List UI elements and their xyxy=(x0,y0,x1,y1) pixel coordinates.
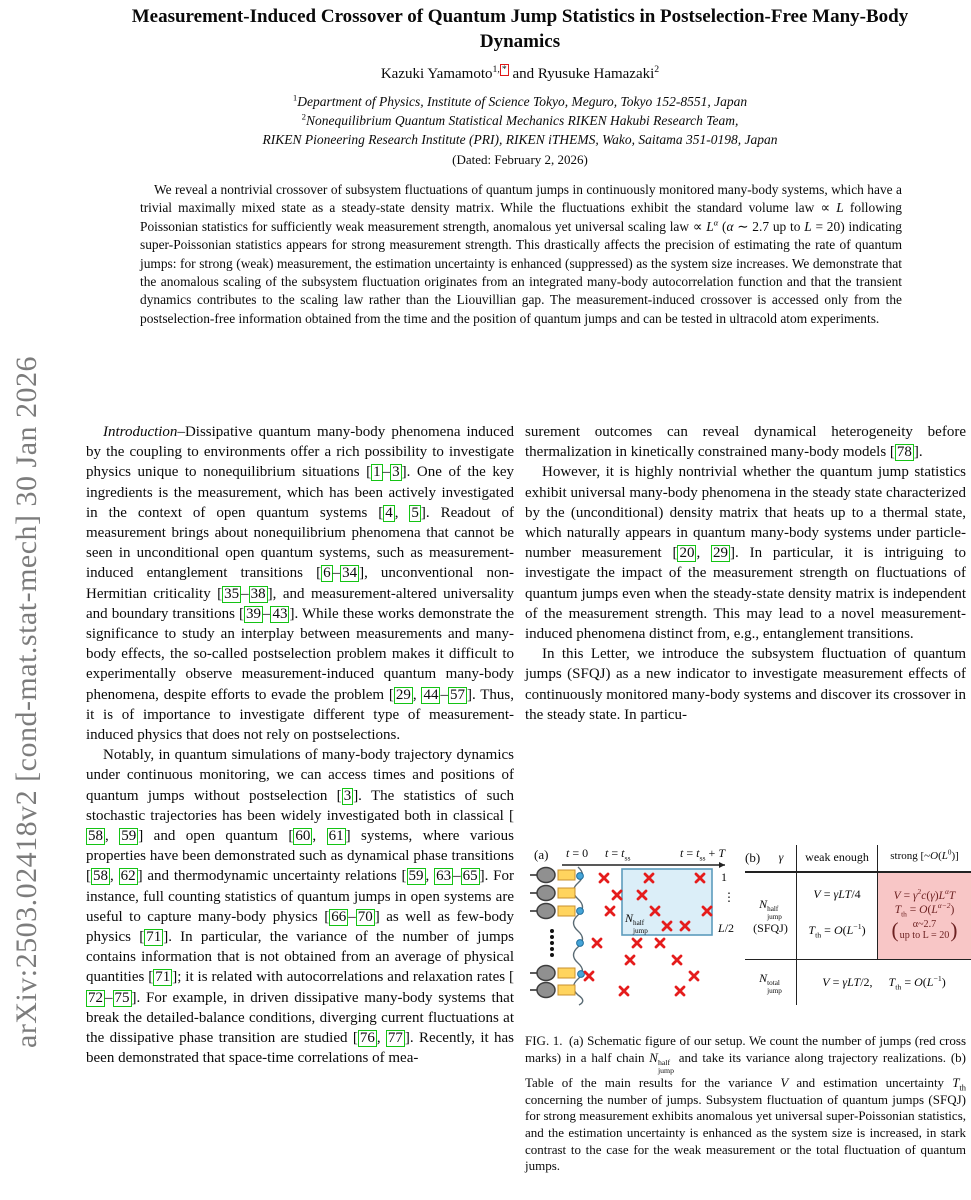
affiliation-line-3: RIKEN Pioneering Research Institute (PRI), RIKEN iTHEMS, Wako, Saitama 351-0198, Japan xyxy=(262,132,778,147)
right-column xyxy=(525,422,966,725)
citation-link[interactable]: 58 xyxy=(88,828,103,845)
page-title-line2: Dynamics xyxy=(479,31,561,52)
weak-variance-formula: V = γLT/4 xyxy=(813,887,861,901)
time-label-tssT: $t = t_{ss} + T$ xyxy=(680,846,726,863)
table-header-strong: strong $[\sim O(L^0)]$ xyxy=(890,848,959,862)
citation-link[interactable]: 59 xyxy=(121,828,137,845)
abstract: We reveal a nontrivial crossover of subsystem fluctuations of quantum jumps in continuously monitored many-body systems, which have a trivial maximally mixed state as a steady-state density matrix. While the fluctuations exhibit the standard volume law ∝ L following Poissonian statistics for sufficiently weak measurement strength, anomalous yet universal scaling law ∝ $L^\alpha$ (α ∼ 2.7 up to L = 20) indicating super-Poissonian statistics appears for strong measurement strength. This drastically affects the precision of estimating the rate of quantum jumps: for strong (weak) measurement, the estimation uncertainty is enhanced (suppressed) as the system size increases. We demonstrate that the anomalous scaling of the subsystem fluctuation originates from an integrated many-body autocorrelation function and that the transient dynamics contributes to the scaling law rather than the Liouvillian gap. The measurement-induced crossover is accessed only from the postselection-free information obtained from the time and the position of quantum jumps and can be tested in ultracold atom experiments. xyxy=(140,182,902,326)
citation-link[interactable]: 77 xyxy=(387,1030,403,1047)
citation-link[interactable]: 70 xyxy=(357,908,373,925)
citation-link[interactable]: 66 xyxy=(331,908,347,925)
detector-icon xyxy=(530,983,575,998)
citation-link[interactable]: 20 xyxy=(679,545,695,562)
figure-1 xyxy=(522,843,971,1031)
coupler-icon xyxy=(558,906,575,916)
citation-link[interactable]: 72 xyxy=(88,989,103,1006)
site-index-dots: ⋮ xyxy=(723,890,735,904)
citation-link[interactable]: 59 xyxy=(408,868,424,885)
jump-cross-icon xyxy=(673,956,681,964)
citation-link[interactable]: 61 xyxy=(328,828,344,845)
citation-link[interactable]: 3 xyxy=(343,787,352,804)
detector-ellipsis-dot xyxy=(550,935,554,939)
panel-b-label: (b) xyxy=(745,850,761,865)
total-jump-formulas: V = γLT/2, $T_{th} = O(L^{-1})$ xyxy=(822,974,946,992)
strong-alpha-note: ( α~2.7 up to L = 20 ) xyxy=(891,917,958,942)
setup-schematic xyxy=(522,843,754,1029)
citation-link[interactable]: 43 xyxy=(272,605,288,622)
jump-cross-icon xyxy=(606,907,614,915)
detector-icon xyxy=(530,966,575,981)
table-header-weak: weak enough xyxy=(805,850,869,864)
citation-link[interactable]: 4 xyxy=(385,504,393,521)
jump-cross-icon xyxy=(593,939,601,947)
authors-line: Kazuki Yamamoto$^{1,}$ * and Ryusuke Hamazaki$^2$ xyxy=(380,64,660,82)
citation-link[interactable]: 60 xyxy=(295,828,311,845)
table-row2-label: N total jump xyxy=(759,971,782,995)
jump-cross-icon xyxy=(585,972,593,980)
citation-link[interactable]: 65 xyxy=(462,868,478,885)
paragraph-continuation: surement outcomes can reveal dynamical heterogeneity before thermalization in kinetically constrained many-body models [ 78 ]. xyxy=(525,424,966,461)
citation-link[interactable]: 71 xyxy=(155,969,171,986)
site-dot xyxy=(577,873,584,880)
affiliation-line-1: $^1$Department of Physics, Institute of Science Tokyo, Meguro, Tokyo 152-8551, Japan xyxy=(292,92,748,109)
citation-link[interactable]: 34 xyxy=(342,565,358,582)
dated-line: (Dated: February 2, 2026) xyxy=(452,152,588,167)
figure-caption: FIG. 1. (a) Schematic figure of our setup. We count the number of jumps (red cross marks) in a half chain N half jump and take its variance along trajectory realizations. (b) Table of the main results for the variance V and estimation uncertainty $T_{th}$ concerning the number of jumps. Subsystem fluctuation of quantum jumps (SFQJ) for strong measurement exhibits anomalous yet universal super-Poissonian statistics, and the estimation uncertainty is enhanced as the system size is increased, in stark contrast to the case for the weak measurement or the total fluctuation of quantum jumps. xyxy=(525,1033,966,1174)
left-column xyxy=(86,422,514,1069)
table-hline-rows xyxy=(745,959,971,960)
footnote-link[interactable]: * xyxy=(501,64,507,75)
paragraph-in-this-letter: In this Letter, we introduce the subsystem fluctuation of quantum jumps (SFQJ) as a new indicator to investigate measurement effects of continuously monitored many-body systems and discover its crossover in the steady state. In particu- xyxy=(525,646,966,723)
panel-a-label: (a) xyxy=(534,847,549,862)
arxiv-watermark: arXiv:2503.02418v2 [cond-mat.stat-mech] 30 Jan 2026 xyxy=(10,355,43,1048)
site-index-top: 1 xyxy=(721,870,727,884)
citation-link[interactable]: 6 xyxy=(323,565,331,582)
citation-link[interactable]: 35 xyxy=(224,585,240,602)
jump-cross-icon xyxy=(613,891,621,899)
njump-half-box-label: N half jump xyxy=(625,911,648,935)
table-header-gamma: γ xyxy=(778,850,784,864)
site-dot xyxy=(578,971,585,978)
paragraph-however: However, it is highly nontrivial whether the quantum jump statistics exhibit universal many-body phenomena in the steady state characterized by the (unconditional) density matrix that heats up to a thermal state, which naturally appears in quantum many-body systems under particle-number measurement [ 20 , 29 ]. In particular, it is intriguing to investigate the impact of the measurement strength on fluctuations of quantum jumps even when the steady-state density matrix is independent of the measurement strength. This may lead to a novel measurement-induced phenomena distinct from, e.g., entanglement transitions. xyxy=(525,464,967,643)
coupler-icon xyxy=(558,985,575,995)
figure-panel-b-table xyxy=(745,845,971,1007)
citation-link[interactable]: 3 xyxy=(392,464,400,481)
jump-cross-icon xyxy=(620,987,628,995)
citation-link[interactable]: 63 xyxy=(436,868,452,885)
detector-icon xyxy=(530,904,575,919)
table-row1-label: N half jump (SFQJ) xyxy=(753,897,788,936)
detector-ellipsis-dot xyxy=(550,941,554,945)
citation-link[interactable]: 57 xyxy=(449,686,465,703)
time-label-t0: t = 0 xyxy=(566,846,589,860)
citation-link[interactable]: 1 xyxy=(373,464,381,481)
strong-variance-formula: $V = \gamma^2c(\gamma)L^\alpha T$ xyxy=(893,886,956,902)
time-label-tss: $t = t_{ss}$ xyxy=(605,846,631,863)
detector-icon xyxy=(530,886,575,901)
citation-link[interactable]: 62 xyxy=(120,868,136,885)
time-axis-arrowhead xyxy=(719,862,725,868)
site-dot xyxy=(577,908,584,915)
jump-cross-icon xyxy=(633,939,641,947)
paragraph-introduction: Introduction–Dissipative quantum many-body phenomena induced by the coupling to environments offer a rich possibility to investigate physics unique to nonequilibrium situations [ 1 – 3 ]. One of the key ingredients is the measurement, which has been actively investigated in the context of open quantum systems [ 4 , 5 ]. Readout of measurement brings about nonequilibrium phenomena that cannot be seen in unconditional open quantum systems, such as measurement-induced entanglement transitions [ 6 – 34 ], unconventional non-Hermitian criticality [ 35 – 38 ], and measurement-altered universality and boundary transitions [ 39 – 43 ]. While these works demonstrate the significance to study an interplay between measurements and many-body effects, the so-called postselection problem makes it difficult to experimentally observe measurement-induced quantum many-body phenomena, despite efforts to evade the problem [ 29 , 44 – 57 ]. Thus, it is of importance to investigate different type of measurement-induced physics that does not rely on postselections. xyxy=(86,424,515,744)
detector-ellipsis-dot xyxy=(550,953,554,957)
jump-cross-icon xyxy=(656,939,664,947)
detector-ellipsis-dot xyxy=(550,929,554,933)
citation-link[interactable]: 29 xyxy=(395,686,411,703)
weak-uncertainty-formula: $T_{th} = O(L^{-1})$ xyxy=(808,922,866,940)
affiliation-line-2: $^2$Nonequilibrium Quantum Statistical Mechanics RIKEN Hakubi Research Team, xyxy=(301,111,739,128)
figure-panel-a xyxy=(522,843,754,1029)
citation-link[interactable]: 5 xyxy=(411,504,419,521)
coupler-icon xyxy=(558,888,575,898)
site-index-half: L/2 xyxy=(718,921,735,935)
citation-link[interactable]: 78 xyxy=(896,444,912,461)
citation-link[interactable]: 76 xyxy=(359,1030,375,1047)
page-title-line1: Measurement-Induced Crossover of Quantum Jump Statistics in Postselection-Free Many-Body xyxy=(131,6,909,27)
citation-link[interactable]: 75 xyxy=(114,989,130,1006)
coupler-icon xyxy=(558,968,575,978)
detector-ellipsis-dot xyxy=(550,947,554,951)
citation-link[interactable]: 29 xyxy=(713,545,729,562)
table-cell-strong-sfqj xyxy=(878,873,971,959)
site-dot xyxy=(577,940,584,947)
citation-link[interactable]: 58 xyxy=(93,868,108,885)
paragraph-notably: Notably, in quantum simulations of many-body trajectory dynamics under continuous monitoring, we can access times and positions of quantum jumps without postselection [ 3 ]. The statistics of such stochastic trajectories has been widely investigated both in classical [58 , 59 ] and open quantum [ 60 , 61 ] systems, where various properties have been demonstrated such as dynamical phase transitions [ 58 , 62 ] and thermodynamic uncertainty relations [ 59 , 63 – 65 ]. For instance, full counting statistics of quantum jumps in open systems are useful to capture many-body physics [ 66 – 70 ] as well as few-body physics [ 71 ]. In particular, the variance of the number of jumps contains information that is not obtained from an average of physical quantities [ 71 ]; it is related with autocorrelations and relaxation rates [72 – 75 ]. For example, in driven dissipative many-body systems that break the detailed-balance conditions, diverging current fluctuations at the dissipative phase transition are studied [ 76 , 77 ]. Recently, it has been demonstrated that space-time correlations of mea- xyxy=(86,747,515,1067)
detector-icon xyxy=(530,868,575,883)
jump-cross-icon xyxy=(600,874,608,882)
jump-cross-icon xyxy=(690,972,698,980)
citation-link[interactable]: 44 xyxy=(423,686,439,703)
jump-cross-icon xyxy=(626,956,634,964)
strong-uncertainty-formula: $T_{th} = O(L^{\alpha-2})$ xyxy=(894,900,955,918)
jump-cross-icon xyxy=(676,987,684,995)
citation-link[interactable]: 38 xyxy=(250,585,266,602)
citation-link[interactable]: 71 xyxy=(146,929,162,946)
citation-link[interactable]: 39 xyxy=(245,605,261,622)
coupler-icon xyxy=(558,870,575,880)
